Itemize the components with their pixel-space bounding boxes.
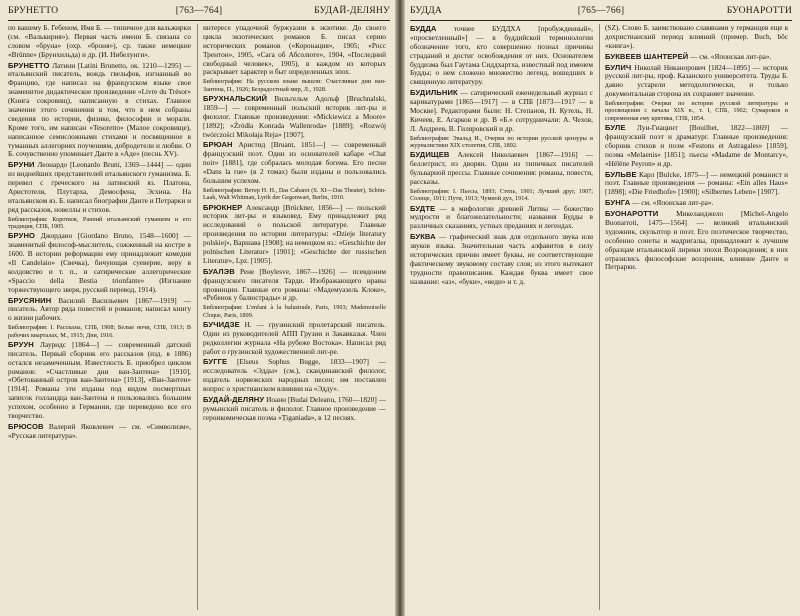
- dictionary-entry: [410, 204, 593, 232]
- dictionary-entry: [8, 422, 191, 441]
- entry-headword: БУДАЙ-ДЕЛЯНУ: [203, 395, 265, 405]
- dictionary-entry: [410, 150, 593, 187]
- left-column-numbers: [763—764]: [175, 5, 223, 16]
- entry-text: Н. — грузинский пролетарский писатель. Один из руководителей АПП Грузии и Закавказья. Член редколлегии журнала «На рубеже Востока». Написал ряд работ о грузинской художественной лит-ре.: [203, 319, 386, 356]
- entry-text: Иоанн [Budai Deleanu, 1760—1820] — румынский писатель и филолог. Главное произведение — героикомическая поэма «Țiganiada», в 12 песнях.: [203, 395, 386, 422]
- entry-text: Лауридс [1864—] — современный датский писатель. Первый сборник его рассказов (изд. в 1886) остался незамеченным. Известность Б. приобрел циклом романов: «Счастливые дни ван-Зантена» [1910], «Обетованный остров ван-Зантена» [1913], «Ван-Зантен» [1914]. Романы эти изданы под видом посмертных записок голландца ван-Зантена и пользовались большим успехом, особенно в Германии, где переведено все его творчество.: [8, 339, 191, 420]
- entry-headword: БУНГА: [605, 198, 631, 208]
- entry-headword: БРУХНАЛЬСКИЙ: [203, 93, 268, 103]
- right-column-numbers: [765—766]: [577, 5, 625, 16]
- left-page-header: [8, 5, 390, 19]
- dictionary-entry: [605, 63, 788, 100]
- dictionary-entry: [203, 203, 386, 266]
- dictionary-entry: [8, 231, 191, 294]
- left-page-column-2: [203, 24, 386, 612]
- left-page-column-1: [8, 24, 191, 612]
- entry-text: Вильгельм Адольф [Bruchnalski, 1859—] — современный польский историк лит-ры и филолог. Главные произведения: «Mickiewicz a Moore» [1892]; «Źródła Konrada Wallenroda» [1889]; «Rozwój twórczości Mikołaja Reja» [1907].: [203, 93, 386, 139]
- dictionary-entry: [203, 320, 386, 357]
- entry-text: Алексей Николаевич [1867—1916] — беллетрист, из дворян. Один из типичных писателей бульварной прессы. Главные сочинения: романы, повести, рассказы.: [410, 150, 593, 186]
- dictionary-entry: [203, 395, 386, 423]
- entry-text: [Elseus Sophus Bugge, 1833—1907] — исследователь «Эдды» (см.), скандинавский филолог, издатель норвежских народных песен; им поставлен вопрос о христианском влиянии на «Эдду».: [203, 357, 386, 394]
- entry-text: Александр [Brückner, 1856—] — польский историк лит-ры и языковед. Ему принадлежит ряд исследований о польской литературе. Главные произведения по истории литературы: «Dzieje literatury polskiej», Варшава [1908]; на немецком яз.: «Geschichte der polnischen Literatur» [1901]; «Geschichte der russischen Literatur», Lpz. [1905].: [203, 202, 386, 265]
- entry-headword: БРУУН: [8, 339, 34, 349]
- continuation-text: (SZ). Слово Б. заимствовано славянами у германцев еще в дохристианский период влияний (пример. Buch, bôc «книга»).: [605, 24, 788, 50]
- dictionary-entry: [605, 170, 788, 198]
- book-gutter: [395, 0, 405, 616]
- dictionary-entry: [8, 296, 191, 324]
- entry-headword: БУАЛЭВ: [203, 266, 235, 276]
- dictionary-entry: [605, 198, 788, 208]
- dictionary-entry: [8, 340, 191, 421]
- entry-text: Леонардо [Leonardo Bruni, 1369—1444] — один из виднейших представителей итальянского гуманизма. Б. перевел с греческого на латинский яз. Платона, Аристотеля, Плутарха, Демосфена, Эсхина. На итальянском яз. Б. написал биографии Данте и Петрарки и ряд рассказов, новеллы и стихов.: [8, 160, 191, 214]
- entry-headword: БУЛЕ: [605, 123, 626, 133]
- dictionary-entry: [410, 88, 593, 133]
- entry-text: Валерий Яковлевич — см. «Символизм», «Русская литература».: [8, 421, 191, 440]
- entry-text: Карл [Bulcke, 1875—] — немецкий романист и поэт. Главные произведения — романы: «Ein alles Haus» [1898]; «Die Friedhofe» [1900]; «Silbernes Leben» [1907].: [605, 169, 788, 197]
- entry-headword: БУДТЕ: [410, 203, 436, 213]
- dictionary-entry: [203, 94, 386, 139]
- entry-headword: БРУСЯНИН: [8, 295, 52, 305]
- entry-text: Микеланджело [Michel-Angelo Buonarroti, 1475—1564] — великий итальянский художник, скульптор и поэт. Его поэтическое творчество, особенно сонеты и мадригалы, принадлежит к лучшим образцам итальянской лирики эпохи Возрождения; в них отразились философские воззрения, влияние Данте и Петрарки.: [605, 209, 788, 272]
- dictionary-entry: [410, 232, 593, 286]
- dictionary-entry: [605, 123, 788, 168]
- entry-text: Аристид [Bruant, 1851—] — современный французский поэт. Один из основателей кабаре «Chat noir» [1881], где собралась молодая богема. Его песни «Dans la rue» (в 2 томах) были изданы и пользовались большим успехом.: [203, 140, 386, 185]
- header-rule: [8, 20, 390, 21]
- dictionary-entry: [605, 52, 788, 62]
- continuation-text: по вашему Б. Гебеном, Имя Б. — типичное для вальжирки (см. «Валькирия»). Первая часть имени Б. связана со словом «бруна» (охр. «броня»), ср. также немецкие «Brünne» (Брунхильда) и др. (И. Нибелунги».: [8, 24, 191, 59]
- dictionary-entry: [8, 160, 191, 214]
- entry-headword: БУЧИДЗЕ: [203, 319, 240, 329]
- dictionary-entry: [410, 24, 593, 87]
- dictionary-entry: [605, 209, 788, 272]
- header-rule: [410, 20, 792, 21]
- right-running-tail: БУОНАРОТТИ: [726, 5, 792, 16]
- right-page-column-2: [605, 24, 788, 612]
- entry-headword: БУЛЬВЕ: [605, 169, 637, 179]
- bibliography-note: Библиография: I. Рассказы, СПБ, 1908; Белые ночи, СПБ, 1913; В рабочих кварталах, М., 1915; Дни, 1916.: [8, 324, 191, 339]
- dictionary-entry: [203, 357, 386, 394]
- bibliography-note: Библиография: Ветер Н. Н., Das Cabaret (S. XI—Das Theater), Schön-Laak, Walt Whitman, Lyrik der Gegenwart, Berlin, 1910.: [203, 186, 386, 202]
- entry-text: — в мифологии древней Литвы — божество мудрости и благожелательности; названия Будды в различных сказаниях, устных преданиях и легендах.: [410, 203, 593, 231]
- entry-text: — см. «Японская лит-ра».: [632, 198, 714, 208]
- bibliography-note: Библиография: Эвальд И., Очерки по истории русской цензуры и журналистики XIX столетия, СПБ, 1892.: [410, 134, 593, 149]
- left-running-head: БРУНЕТТО: [8, 5, 59, 16]
- entry-text: точнее БУДДХА [пробужденный», «просветленный»] — в буддийской терминологии обозначение того, кто совершенно познал причины страданий и достиг освобождения от них. Основателем буддизма был Гаутама Сиддхартха, известный под именем Будды; о нем сложено множество легенд, вошедших в священную литературу.: [410, 24, 593, 87]
- bibliography-note: Библиография: На русском языке вышли: Счастливые дни ван-Зантена, П., 1926; Безрадостный мир, Л., 1928.: [203, 78, 386, 93]
- entry-headword: БРУНИ: [8, 160, 35, 170]
- right-running-head: БУДДА: [410, 5, 443, 16]
- entry-text: Василий Васильевич [1867—1919] — писатель. Автор ряда повестей и романов; написал книгу о жизни рабочих.: [8, 295, 191, 323]
- entry-text: Николай Никанорович [1824—1895] — историк русской лит-ры, проф. Казанского университета. Труды Б. давно устарели методологически, и только документальная сторона их сохраняет значение.: [605, 62, 788, 99]
- left-page: [0, 0, 398, 616]
- bibliography-note: Библиография: Очерки по истории русской литературы и просвещения с начала XIX в., т. I, СПБ, 1902; Сумароков и современная ему критика, СПБ, 1854.: [605, 100, 788, 122]
- left-running-tail: БУДАЙ-ДЕЛЯНУ: [314, 5, 390, 16]
- entry-text: Джордано [Giordano Bruno, 1548—1600] — знаменитый философ-мыслитель, сожженный на костре в 1600. В истории реформации ему принадлежит комедия «Il Candelaio» (Свечка), бичующая суеверие, веру в колдовство и т. п., и сатирические аллегорические «Spaccio della Bestia trionfante» (Изгнание торжествующего зверя, русский перевод, 1914).: [8, 231, 191, 294]
- bibliography-note: Библиография: I. Пьесы, 1893; Степь, 1901; Лучший друг, 1907; Солнце, 1911; Пути, 1913; Чумной дух, 1914.: [410, 187, 593, 203]
- bibliography-note: Библиография: Коротков, Ранний итальянский гуманизм и его традиция, СПБ, 1905.: [8, 215, 191, 231]
- entry-headword: БРУНЕТТО: [8, 60, 50, 70]
- entry-headword: БУЛИЧ: [605, 62, 632, 72]
- entry-headword: БУДИЛЬНИК: [410, 88, 458, 98]
- entry-headword: БРЮАН: [203, 140, 233, 150]
- entry-text: Луи-Гиацинт [Bouilhet, 1822—1869] — французский поэт и драматург. Главные произведения: сборник стихов и поэм «Festons et Astragales» [1859], поэма «Melaenis» [1851]; пьесы «Madame de Montarcy», «Hélène Peyron» и др.: [605, 123, 788, 168]
- entry-text: — см. «Японская лит-ра».: [690, 51, 772, 61]
- entry-headword: БРЮСОВ: [8, 421, 44, 431]
- entry-headword: БУДДА: [410, 24, 437, 33]
- dictionary-entry: [8, 61, 191, 160]
- entry-text: Латини [Latini Brunetto, ок. 1210—1295] — итальянский писатель, вождь гвельфов, изгнанный во Францию, где написал на французском языке свое знаменитое дидактическое произведение «Livre du Trésor» (Книга сокровищ), написанную в стихах. Главное значение этого сочинения в том, что в нем собраны сведения по истории, физике, философии и морали. Кроме того, им написан «Tesoretto» (Малое сокровище), написанное семисложными стихами и посвященное в туманных аллегориях поучениям, добродетели и любви. О Б. сочувственно упоминает Данте в «Аде» (песнь XV).: [8, 60, 191, 159]
- entry-headword: БУКВЕЕВ ШАНТЕРЕЙ: [605, 51, 689, 61]
- entry-text: Рене [Boylesve, 1867—1926] — псевдоним французского писателя Тарди. Изображающего нравы провинции. Главные его романы: «Мадемуазель Клоке», «Ребенок у балюстрады» и др.: [203, 266, 386, 303]
- dictionary-entry: [203, 140, 386, 185]
- entry-headword: БУОНАРОТТИ: [605, 209, 659, 219]
- column-divider: [197, 24, 198, 610]
- entry-headword: БРУНО: [8, 231, 36, 241]
- bibliography-note: Библиография: L'enfant à la balustrade, Paris, 1903; Mademoiselle Cloque, Paris, 1899.: [203, 304, 386, 319]
- right-page-header: [410, 5, 792, 19]
- entry-text: — графический знак для отдельного звука или звуков языка. Значительная часть алфавитов в силу исторических причин имеет буквы, не соответствующие фактическому звуковому составу слов; из этого вытекают трудности правописания. Каждая буква имеет свое название: «аз», «буки», «веди» и т. д.: [410, 232, 593, 286]
- continuation-text: интересе упадочной буржуазии к экзотике. До своего цикла экзотических романов Б. писал серию исторических романов («Коронация», 1905; «Росс Трентон», 1905, «Сага об Абсолюте», 1904, «Последний свободный человек», 1905), в каждом из которых раскрывает характер и быт определенных эпох.: [203, 24, 386, 77]
- dictionary-entry: [203, 267, 386, 304]
- entry-text: — сатирический еженедельный журнал с карикатурами [1865—1917] — в СПБ [1873—1917 — в Москве]. Редакторами были: Н. Степанов, Н. Кутель, Н. Кичеев, Е. Агарков и др. В «Б.» сотрудничали: А. Чехов, Л. Андреев, В. Гиляровский и др.: [410, 88, 593, 133]
- entry-headword: БУГГЕ: [203, 357, 228, 367]
- entry-headword: БУДИЩЕВ: [410, 150, 450, 160]
- entry-headword: БУКВА: [410, 232, 436, 242]
- right-page-column-1: [410, 24, 593, 612]
- right-page: [402, 0, 800, 616]
- column-divider: [599, 24, 600, 610]
- entry-headword: БРЮКНЕР: [203, 202, 243, 212]
